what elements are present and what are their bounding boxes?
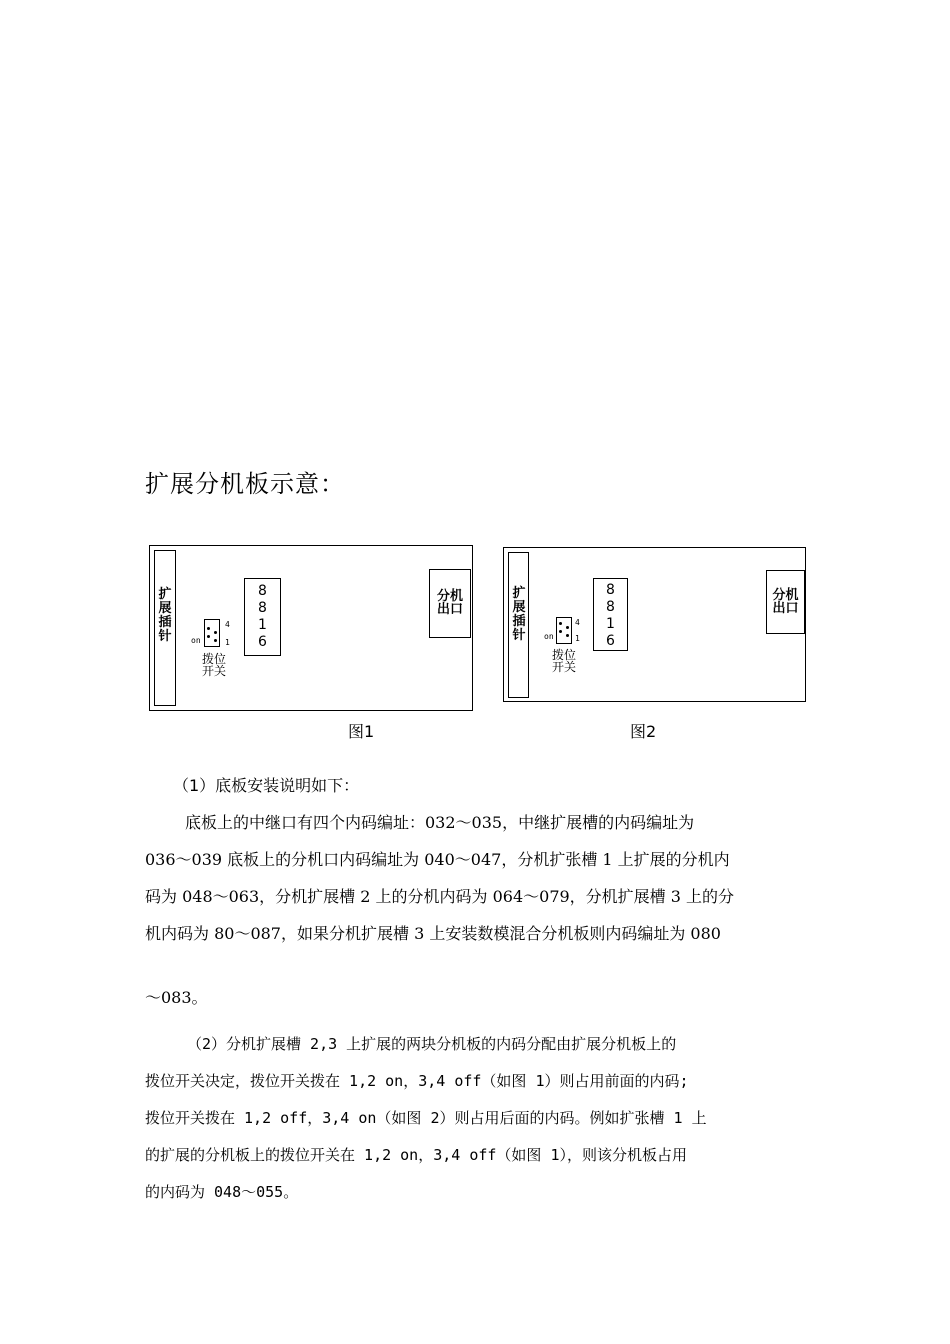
page-heading: 扩展分机板示意： — [145, 470, 345, 498]
paragraph-line: 拨位开关拨在 1,2 off，3,4 on（如图 2）则占用后面的内码。例如扩张槽 1 上 — [145, 1109, 707, 1127]
expansion-pin-label: 扩展插针 — [512, 586, 526, 643]
board-diagram-2 — [503, 547, 806, 702]
dip-switch — [556, 617, 572, 644]
paragraph-line: 机内码为 80～087，如果分机扩展槽 3 上安装数模混合分机板则内码编址为 080 — [145, 924, 721, 943]
paragraph-line: ～083。 — [145, 988, 208, 1007]
dip-top-number: 4 — [575, 618, 580, 627]
board-diagram-1 — [149, 545, 473, 711]
paragraph-line: 码为 048～063，分机扩展槽 2 上的分机内码为 064～079，分机扩展槽 3 上的分 — [145, 887, 735, 906]
chip-8816 — [244, 578, 281, 656]
paragraph-line: 036～039 底板上的分机口内码编址为 040～047，分机扩张槽 1 上扩展的分机内 — [145, 850, 730, 869]
dip-bottom-number: 1 — [225, 638, 230, 647]
paragraph-line: 的内码为 048～055。 — [145, 1183, 299, 1201]
dip-pin — [207, 627, 210, 630]
section-1-title: （1）底板安装说明如下： — [173, 776, 360, 795]
paragraph-line: 的扩展的分机板上的拨位开关在 1,2 on，3,4 off（如图 1），则该分机板占用 — [145, 1146, 687, 1164]
section-1 — [145, 767, 810, 1016]
dip-switch — [204, 619, 220, 647]
section-2 — [145, 1026, 810, 1211]
figure-2-caption: 图2 — [630, 722, 657, 741]
dip-pin — [559, 630, 562, 633]
dip-pin — [214, 631, 217, 634]
expansion-pin-slot — [154, 550, 176, 706]
extension-port-label: 分机出口 — [436, 589, 463, 617]
paragraph-line: 拨位开关决定，拨位开关拨在 1,2 on，3,4 off（如图 1）则占用前面的内码; — [145, 1072, 689, 1090]
figure-1-caption: 图1 — [348, 722, 375, 741]
dip-on-label: on — [544, 632, 554, 641]
chip-label: 8816 — [606, 582, 615, 649]
dip-pin — [566, 634, 569, 637]
dip-switch-label: 拨位开关 — [201, 652, 226, 678]
extension-port — [429, 569, 471, 638]
dip-switch-label: 拨位开关 — [551, 648, 576, 674]
dip-on-label: on — [191, 636, 201, 645]
paragraph-line: 底板上的中继口有四个内码编址：032～035，中继扩展槽的内码编址为 — [185, 813, 695, 832]
dip-top-number: 4 — [225, 620, 230, 629]
dip-pin — [566, 626, 569, 629]
dip-bottom-number: 1 — [575, 634, 580, 643]
dip-pin — [207, 635, 210, 638]
extension-port — [766, 570, 805, 634]
chip-label: 8816 — [258, 583, 267, 650]
dip-pin — [214, 639, 217, 642]
dip-pin — [559, 622, 562, 625]
expansion-pin-label: 扩展插针 — [158, 587, 172, 644]
paragraph-line: （2）分机扩展槽 2,3 上扩展的两块分机板的内码分配由扩展分机板上的 — [187, 1035, 677, 1053]
expansion-pin-slot — [508, 552, 529, 698]
chip-8816 — [593, 578, 628, 651]
extension-port-label: 分机出口 — [772, 588, 799, 616]
